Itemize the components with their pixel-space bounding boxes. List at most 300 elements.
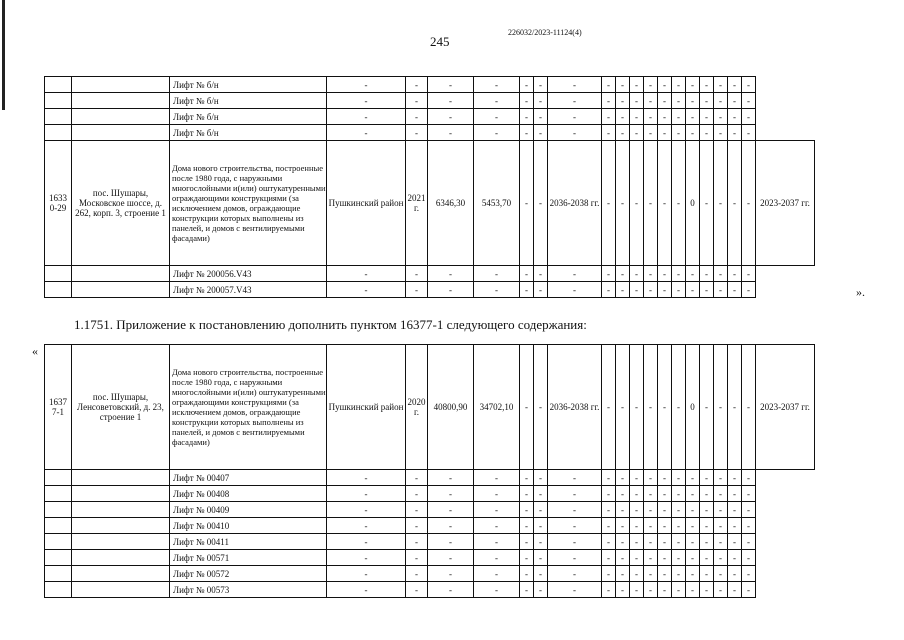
table-cell: -: [686, 502, 700, 518]
table-cell: -: [644, 582, 658, 598]
table-cell: -: [644, 77, 658, 93]
table-cell: -: [728, 470, 742, 486]
table-cell: -: [534, 141, 548, 266]
table-cell: -: [728, 345, 742, 470]
empty-cell: [45, 77, 72, 93]
table-cell: -: [630, 582, 644, 598]
table-cell: -: [327, 486, 406, 502]
table-cell: -: [520, 93, 534, 109]
table-cell: -: [686, 534, 700, 550]
table-cell: -: [686, 77, 700, 93]
table-cell: -: [742, 486, 756, 502]
table-cell: -: [728, 93, 742, 109]
table-cell: 2036-2038 гг.: [548, 141, 602, 266]
table-cell: -: [672, 566, 686, 582]
table-cell: -: [474, 77, 520, 93]
table-cell: -: [616, 518, 630, 534]
table-cell: -: [327, 550, 406, 566]
table-cell: -: [672, 550, 686, 566]
table-cell: -: [548, 582, 602, 598]
table-cell: -: [728, 566, 742, 582]
table-cell: -: [534, 470, 548, 486]
table-cell: -: [534, 518, 548, 534]
table-cell: -: [428, 266, 474, 282]
table-row: [45, 109, 815, 125]
table-cell: -: [406, 582, 428, 598]
table-cell: -: [728, 550, 742, 566]
table-cell: -: [474, 470, 520, 486]
empty-cell: [72, 125, 170, 141]
table-cell: -: [700, 109, 714, 125]
table-cell: 2036-2038 гг.: [548, 345, 602, 470]
lift-label: Лифт № б/н: [170, 109, 327, 125]
page-number: 245: [430, 34, 450, 49]
table-row: [45, 566, 815, 582]
table-cell: -: [602, 518, 616, 534]
table-cell: -: [658, 550, 672, 566]
table-cell: -: [714, 109, 728, 125]
table-cell: -: [428, 566, 474, 582]
table-cell: -: [644, 534, 658, 550]
description-cell: Дома нового строительства, построенные после 1980 года, с наружными многослойными и(или) оштукатуренными ограждающими конструкциями (за исключением домов, ограждающие конструкции которых выполнены из панелей, и домов с вентилируемыми фасадами): [170, 345, 327, 470]
table-cell: -: [548, 502, 602, 518]
table-cell: -: [644, 125, 658, 141]
table-cell: -: [534, 345, 548, 470]
entry-number: 1637 7-1: [45, 345, 72, 470]
table-cell: -: [548, 518, 602, 534]
table-cell: -: [548, 550, 602, 566]
paragraph-text: 1.1751. Приложение к постановлению дополнить пунктом 16377-1 следующего содержания:: [74, 317, 587, 332]
table-cell: -: [644, 550, 658, 566]
empty-cell: [45, 93, 72, 109]
lift-label: Лифт № 00410: [170, 518, 327, 534]
table-cell: -: [672, 93, 686, 109]
table-cell: -: [686, 582, 700, 598]
area-living-cell: 5453,70: [474, 141, 520, 266]
table-cell: -: [548, 77, 602, 93]
table-row: [45, 486, 815, 502]
table-cell: -: [406, 282, 428, 298]
table-cell: -: [644, 141, 658, 266]
table-cell: -: [728, 282, 742, 298]
table-cell: -: [520, 550, 534, 566]
table-cell: 2023-2037 гг.: [756, 141, 815, 266]
table-cell: -: [327, 470, 406, 486]
table-cell: -: [428, 470, 474, 486]
empty-cell: [45, 518, 72, 534]
table-cell: -: [327, 582, 406, 598]
table-cell: -: [406, 125, 428, 141]
table-cell: -: [714, 534, 728, 550]
table-cell: -: [602, 486, 616, 502]
table-cell: -: [644, 345, 658, 470]
table-row: [45, 77, 815, 93]
table-row: [45, 534, 815, 550]
table-cell: -: [428, 518, 474, 534]
table-cell: -: [630, 470, 644, 486]
table-cell: -: [672, 486, 686, 502]
empty-cell: [72, 470, 170, 486]
address-cell: пос. Шушары, Московское шоссе, д. 262, корп. 3, строение 1: [72, 141, 170, 266]
table-cell: -: [658, 141, 672, 266]
table-cell: -: [406, 470, 428, 486]
table-cell: -: [602, 93, 616, 109]
empty-cell: [72, 534, 170, 550]
empty-cell: [72, 282, 170, 298]
table-cell: -: [686, 266, 700, 282]
table-cell: -: [327, 77, 406, 93]
table-cell: -: [672, 109, 686, 125]
empty-cell: [45, 486, 72, 502]
lift-label: Лифт № 00571: [170, 550, 327, 566]
table-cell: -: [616, 486, 630, 502]
table-cell: -: [630, 93, 644, 109]
table-cell: -: [630, 109, 644, 125]
table-cell: -: [672, 534, 686, 550]
table-cell: -: [658, 486, 672, 502]
table-cell: -: [548, 93, 602, 109]
table-cell: -: [616, 109, 630, 125]
empty-cell: [45, 266, 72, 282]
table-cell: -: [686, 109, 700, 125]
table-cell: -: [672, 518, 686, 534]
table-cell: -: [406, 534, 428, 550]
district-cell: Пушкинский район: [327, 141, 406, 266]
table-row: [45, 518, 815, 534]
table-cell: -: [700, 93, 714, 109]
table-entry-16330-29: [44, 76, 815, 298]
table-row: [45, 502, 815, 518]
table-row: [45, 266, 815, 282]
table-cell: -: [520, 125, 534, 141]
table-cell: -: [672, 77, 686, 93]
entry-number: 1633 0-29: [45, 141, 72, 266]
year-cell: 2020 г.: [406, 345, 428, 470]
table-cell: -: [534, 566, 548, 582]
table-cell: -: [602, 77, 616, 93]
table-cell: -: [714, 282, 728, 298]
table-cell: -: [428, 282, 474, 298]
table-cell: -: [742, 550, 756, 566]
table-cell: -: [406, 266, 428, 282]
table-cell: -: [714, 125, 728, 141]
table-cell: -: [714, 502, 728, 518]
table-cell: -: [700, 502, 714, 518]
table-cell: -: [428, 486, 474, 502]
table-cell: -: [474, 550, 520, 566]
lift-label: Лифт № 00573: [170, 582, 327, 598]
table-cell: -: [406, 518, 428, 534]
table-cell: -: [728, 502, 742, 518]
table-cell: -: [672, 282, 686, 298]
table-row: [45, 550, 815, 566]
table-cell: -: [658, 77, 672, 93]
table-cell: -: [658, 502, 672, 518]
table-row: [45, 125, 815, 141]
empty-cell: [45, 109, 72, 125]
table-cell: -: [428, 77, 474, 93]
table-cell: -: [520, 470, 534, 486]
table-cell: -: [644, 470, 658, 486]
table-cell: -: [474, 534, 520, 550]
table-row: [45, 93, 815, 109]
empty-cell: [72, 502, 170, 518]
table-cell: -: [700, 125, 714, 141]
table-cell: -: [714, 93, 728, 109]
empty-cell: [45, 566, 72, 582]
year-cell: 2021 г.: [406, 141, 428, 266]
table-cell: -: [742, 266, 756, 282]
table-cell: -: [630, 486, 644, 502]
table-cell: -: [406, 502, 428, 518]
table-cell: -: [616, 141, 630, 266]
table-cell: -: [658, 93, 672, 109]
table-cell: -: [602, 345, 616, 470]
table-cell: -: [700, 486, 714, 502]
table-cell: -: [474, 502, 520, 518]
table-cell: -: [714, 77, 728, 93]
empty-cell: [45, 550, 72, 566]
table-cell: -: [474, 266, 520, 282]
table-row: [45, 282, 815, 298]
table-cell: -: [616, 534, 630, 550]
table-cell: -: [630, 282, 644, 298]
table-cell: -: [658, 470, 672, 486]
table-cell: -: [327, 93, 406, 109]
table-cell: -: [630, 502, 644, 518]
table-cell: -: [742, 345, 756, 470]
table-cell: -: [700, 566, 714, 582]
table-cell: -: [728, 125, 742, 141]
table-cell: -: [658, 345, 672, 470]
document-code: 226032/2023-11124(4): [508, 28, 582, 37]
table-cell: -: [534, 486, 548, 502]
table-entry-16377-1: [44, 344, 815, 598]
table-cell: -: [474, 566, 520, 582]
table-cell: -: [548, 534, 602, 550]
empty-cell: [45, 470, 72, 486]
table-cell: -: [616, 470, 630, 486]
table-cell: -: [686, 566, 700, 582]
table-cell: -: [658, 282, 672, 298]
table-cell: -: [644, 93, 658, 109]
table-cell: -: [714, 345, 728, 470]
table-cell: -: [700, 550, 714, 566]
table-cell: -: [644, 109, 658, 125]
table-cell: -: [520, 582, 534, 598]
table-cell: -: [616, 266, 630, 282]
table-row: [45, 582, 815, 598]
opening-quote: «: [32, 344, 38, 358]
table-cell: -: [616, 345, 630, 470]
table-cell: -: [742, 566, 756, 582]
table-cell: -: [742, 77, 756, 93]
table-cell: -: [602, 502, 616, 518]
table-cell: -: [474, 109, 520, 125]
table-cell: -: [728, 582, 742, 598]
table-cell: -: [728, 534, 742, 550]
table-cell: -: [728, 77, 742, 93]
table-cell: -: [406, 77, 428, 93]
table-cell: -: [428, 550, 474, 566]
scan-edge-line: [2, 0, 5, 110]
table-cell: -: [644, 486, 658, 502]
table-cell: -: [327, 125, 406, 141]
empty-cell: [72, 486, 170, 502]
table-cell: -: [474, 125, 520, 141]
table-cell: -: [700, 345, 714, 470]
area-living-cell: 34702,10: [474, 345, 520, 470]
table-cell: -: [742, 141, 756, 266]
table-cell: -: [520, 141, 534, 266]
table-cell: -: [700, 141, 714, 266]
table-cell: -: [686, 518, 700, 534]
table-cell: -: [644, 266, 658, 282]
table-cell: -: [630, 77, 644, 93]
table-cell: -: [534, 109, 548, 125]
table-cell: -: [534, 582, 548, 598]
table-cell: -: [602, 582, 616, 598]
closing-quote: ».: [856, 285, 865, 299]
area-total-cell: 6346,30: [428, 141, 474, 266]
lift-label: Лифт № 200056.V43: [170, 266, 327, 282]
table-cell: -: [406, 486, 428, 502]
table-cell: -: [548, 282, 602, 298]
table-cell: -: [742, 534, 756, 550]
table-cell: -: [658, 534, 672, 550]
table-cell: -: [728, 518, 742, 534]
table-cell: -: [548, 566, 602, 582]
lift-label: Лифт № б/н: [170, 77, 327, 93]
address-cell: пос. Шушары, Ленсоветовский, д. 23, строение 1: [72, 345, 170, 470]
table-cell: -: [534, 93, 548, 109]
empty-cell: [72, 566, 170, 582]
table-cell: -: [602, 550, 616, 566]
lift-label: Лифт № 00411: [170, 534, 327, 550]
empty-cell: [72, 93, 170, 109]
table-cell: -: [630, 266, 644, 282]
table-cell: -: [714, 266, 728, 282]
table-cell: 0: [686, 345, 700, 470]
table-cell: -: [630, 550, 644, 566]
table-cell: -: [672, 582, 686, 598]
table-cell: -: [700, 534, 714, 550]
table-cell: -: [534, 266, 548, 282]
table-cell: -: [672, 345, 686, 470]
table-cell: -: [548, 109, 602, 125]
table-cell: -: [474, 93, 520, 109]
table-cell: -: [520, 109, 534, 125]
table-cell: -: [672, 470, 686, 486]
empty-cell: [72, 582, 170, 598]
table-cell: -: [700, 470, 714, 486]
table-cell: -: [644, 518, 658, 534]
table-cell: -: [686, 282, 700, 298]
empty-cell: [45, 125, 72, 141]
table-cell: -: [474, 518, 520, 534]
table-cell: -: [602, 266, 616, 282]
table-cell: -: [616, 93, 630, 109]
table-cell: -: [658, 582, 672, 598]
table-cell: -: [686, 125, 700, 141]
table-cell: -: [534, 77, 548, 93]
table-cell: -: [602, 470, 616, 486]
table-cell: -: [327, 109, 406, 125]
table-cell: -: [742, 518, 756, 534]
lift-label: Лифт № 00407: [170, 470, 327, 486]
table-cell: -: [520, 77, 534, 93]
table-cell: -: [534, 282, 548, 298]
table-cell: -: [742, 93, 756, 109]
table-cell: -: [602, 109, 616, 125]
table-cell: -: [700, 77, 714, 93]
table-cell: -: [714, 470, 728, 486]
table-cell: -: [327, 518, 406, 534]
table-cell: -: [327, 502, 406, 518]
table-cell: -: [700, 266, 714, 282]
table-cell: -: [520, 502, 534, 518]
table-cell: -: [672, 502, 686, 518]
table-cell: -: [644, 282, 658, 298]
table-cell: -: [686, 550, 700, 566]
table-cell: -: [327, 534, 406, 550]
table-cell: -: [474, 282, 520, 298]
table-cell: -: [616, 582, 630, 598]
area-total-cell: 40800,90: [428, 345, 474, 470]
table-cell: -: [406, 566, 428, 582]
table-cell: -: [630, 566, 644, 582]
table-cell: -: [428, 582, 474, 598]
table-cell: -: [534, 125, 548, 141]
table-cell: -: [428, 502, 474, 518]
table-cell: -: [728, 141, 742, 266]
table-cell: -: [534, 550, 548, 566]
table-cell: -: [548, 486, 602, 502]
table-cell: -: [616, 566, 630, 582]
table-cell: -: [602, 125, 616, 141]
table-cell: -: [672, 266, 686, 282]
table-cell: -: [406, 550, 428, 566]
table-cell: -: [428, 109, 474, 125]
table-cell: -: [714, 141, 728, 266]
table-cell: -: [616, 282, 630, 298]
table-cell: -: [672, 141, 686, 266]
table-cell: -: [658, 518, 672, 534]
empty-cell: [72, 518, 170, 534]
table-row-main: [45, 345, 815, 470]
empty-cell: [72, 77, 170, 93]
table-cell: -: [616, 125, 630, 141]
table-cell: -: [742, 470, 756, 486]
table-cell: -: [728, 109, 742, 125]
table-cell: -: [428, 125, 474, 141]
table-cell: -: [534, 502, 548, 518]
table-cell: -: [548, 266, 602, 282]
table-cell: -: [728, 486, 742, 502]
table-cell: -: [700, 582, 714, 598]
table-cell: -: [630, 141, 644, 266]
table-cell: -: [630, 125, 644, 141]
table-cell: -: [714, 582, 728, 598]
table-cell: -: [520, 486, 534, 502]
table-cell: -: [630, 534, 644, 550]
table-cell: -: [658, 566, 672, 582]
table-cell: -: [534, 534, 548, 550]
table-cell: -: [520, 534, 534, 550]
description-cell: Дома нового строительства, построенные после 1980 года, с наружными многослойными и(или) оштукатуренными ограждающими конструкциями (за исключением домов, ограждающие конструкции которых выполнены из панелей, и домов с вентилируемыми фасадами): [170, 141, 327, 266]
table-cell: -: [520, 345, 534, 470]
table-cell: -: [714, 486, 728, 502]
